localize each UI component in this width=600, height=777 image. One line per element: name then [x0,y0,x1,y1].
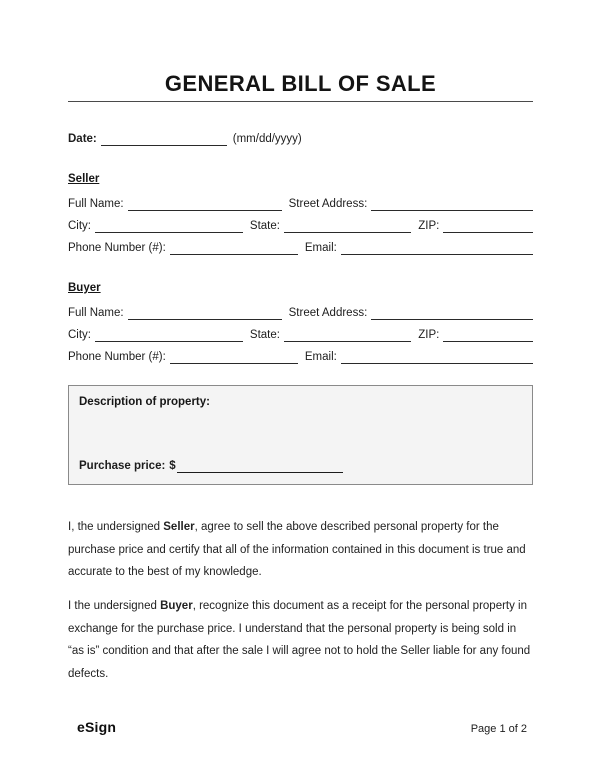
seller-row-city-state-zip [68,211,533,233]
buyer-clause-suffix: , recognize this document as a receipt for the personal property in exchange for the purchase price. I understand that the personal property is being sold in “as is” condition and that after the sale I will agree not to hold the Seller liable for any found defects. [68,600,531,680]
buyer-row-city-state-zip [68,320,533,342]
seller-state-label: State: [249,220,280,232]
purchase-price-label: Purchase price: [79,460,166,472]
seller-clause-prefix: I, the undersigned [68,521,164,533]
currency-symbol: $ [169,460,176,472]
esign-logo: eSign [77,719,117,735]
date-blank-field[interactable] [101,132,227,146]
buyer-fields [68,298,533,364]
seller-phone-label: Phone Number (#): [68,242,166,254]
buyer-agreement-clause [68,595,533,685]
date-format-hint: (mm/dd/yyyy) [232,133,302,145]
description-of-property-blank[interactable] [79,409,522,457]
page-title: GENERAL BILL OF SALE [164,71,437,96]
seller-section [68,172,533,255]
buyer-city-label: City: [68,329,91,341]
seller-email-blank[interactable] [341,241,533,255]
seller-email-label: Email: [304,242,337,254]
buyer-phone-label: Phone Number (#): [68,351,166,363]
buyer-heading: Buyer [68,282,101,294]
title-divider [68,101,533,102]
buyer-state-blank[interactable] [284,328,411,342]
buyer-clause-prefix: I the undersigned [68,600,161,612]
seller-fields [68,189,533,255]
buyer-clause-bold: Buyer [160,600,193,612]
seller-full-name-label: Full Name: [68,198,124,210]
buyer-email-label: Email: [304,351,337,363]
buyer-zip-blank[interactable] [443,328,533,342]
buyer-full-name-blank[interactable] [128,306,282,320]
buyer-street-address-label: Street Address: [288,307,368,319]
purchase-price-row [79,457,522,473]
buyer-section [68,281,533,364]
seller-phone-blank[interactable] [170,241,298,255]
buyer-street-address-blank[interactable] [371,306,533,320]
seller-zip-label: ZIP: [418,220,440,232]
seller-city-label: City: [68,220,91,232]
page-indicator: Page 1 of 2 [470,723,527,735]
date-row [68,130,533,146]
description-of-property-label: Description of property: [79,396,210,408]
buyer-zip-label: ZIP: [418,329,440,341]
buyer-row-name-address [68,298,533,320]
seller-full-name-blank[interactable] [128,197,282,211]
buyer-row-phone-email [68,342,533,364]
seller-city-blank[interactable] [95,219,243,233]
seller-state-blank[interactable] [284,219,411,233]
buyer-phone-blank[interactable] [170,350,298,364]
purchase-price-blank[interactable] [177,459,343,473]
property-description-box [68,385,533,485]
seller-clause-suffix: , agree to sell the above described personal property for the purchase price and certify that all of the information contained in this document is true and accurate to the best of my knowledge. [68,521,526,578]
seller-street-address-label: Street Address: [288,198,368,210]
seller-clause-bold: Seller [163,521,195,533]
seller-zip-blank[interactable] [443,219,533,233]
seller-agreement-clause [68,516,533,584]
date-label: Date: [68,133,97,145]
seller-street-address-blank[interactable] [371,197,533,211]
seller-heading: Seller [68,173,100,185]
seller-row-phone-email [68,233,533,255]
buyer-full-name-label: Full Name: [68,307,124,319]
seller-row-name-address [68,189,533,211]
buyer-city-blank[interactable] [95,328,243,342]
page-footer [77,719,527,735]
buyer-email-blank[interactable] [341,350,533,364]
buyer-state-label: State: [249,329,280,341]
